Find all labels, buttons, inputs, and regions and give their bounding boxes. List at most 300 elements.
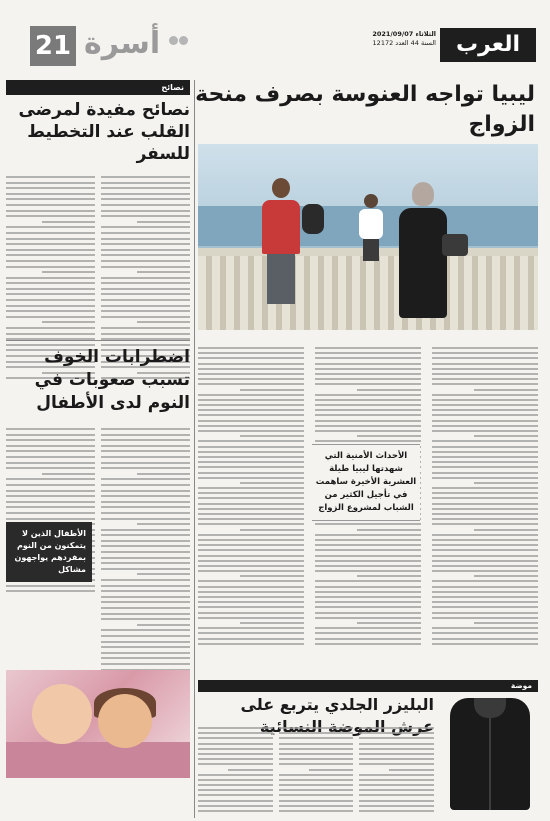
body-text-line — [432, 570, 538, 572]
body-text-line — [432, 404, 538, 406]
body-text-line — [42, 321, 95, 323]
body-text-line — [42, 271, 95, 273]
body-text-line — [198, 737, 273, 739]
body-text-line — [198, 601, 304, 603]
body-text-line — [6, 490, 95, 492]
body-text-line — [198, 497, 304, 499]
body-text-line — [6, 450, 95, 452]
body-text-line — [101, 540, 190, 542]
section-divider — [6, 340, 190, 341]
body-text-line — [315, 580, 421, 582]
body-text-line — [240, 575, 304, 577]
body-text-line — [137, 473, 190, 475]
issue-number: السنة 44 العدد 12172 — [372, 39, 436, 47]
fashion-body — [198, 722, 434, 815]
body-text-line — [198, 748, 273, 750]
body-text-line — [359, 789, 434, 791]
pull-quote: الأحداث الأمنية التي شهدتها ليبيا طيلة العشرية الأخيرة ساهمت في تأجيل الكثير من الشباب لمشروع الزواج — [312, 444, 420, 521]
body-text-line — [432, 632, 538, 634]
body-text-line — [101, 310, 190, 312]
body-text-line — [432, 446, 538, 448]
fashion-title: البليزر الجلدي يتربع على الموضة — [240, 695, 434, 736]
body-text-line — [137, 321, 190, 323]
body-text-line — [432, 534, 538, 536]
body-text-line — [101, 450, 190, 452]
body-text-line — [101, 579, 190, 581]
body-text-line — [101, 277, 190, 279]
body-text-line — [101, 439, 190, 441]
body-text-line — [359, 758, 434, 760]
body-text-line — [198, 523, 304, 525]
body-text-line — [101, 629, 190, 631]
body-text-line — [359, 727, 434, 729]
body-text-line — [432, 472, 538, 474]
body-text-line — [279, 748, 354, 750]
body-text-line — [315, 373, 421, 375]
body-text-line — [198, 518, 304, 520]
body-text-line — [6, 176, 95, 178]
body-text-line — [279, 753, 354, 755]
body-text-line — [432, 456, 538, 458]
body-text-line — [432, 352, 538, 354]
body-text-line — [137, 271, 190, 273]
body-text-line — [198, 555, 304, 557]
body-text-line — [315, 383, 421, 385]
body-text-line — [198, 638, 304, 640]
body-text-line — [101, 316, 190, 318]
body-text-line — [6, 210, 95, 212]
body-text-line — [6, 182, 95, 184]
body-text-line — [6, 478, 95, 480]
body-text-line — [101, 428, 190, 430]
body-text-line — [101, 305, 190, 307]
body-text-line — [432, 497, 538, 499]
body-text-line — [6, 193, 95, 195]
body-text-line — [198, 810, 273, 812]
body-text-line — [101, 288, 190, 290]
body-text-line — [101, 266, 190, 268]
body-text-line — [198, 352, 304, 354]
body-text-line — [6, 282, 95, 284]
body-text-line — [279, 800, 354, 802]
body-text-line — [315, 596, 421, 598]
body-text-line — [198, 794, 273, 796]
body-text-line — [359, 784, 434, 786]
body-text-line — [137, 221, 190, 223]
body-text-line — [101, 601, 190, 603]
body-text-line — [315, 414, 421, 416]
body-text-line — [228, 769, 273, 771]
body-text-line — [359, 763, 434, 765]
body-text-line — [474, 482, 538, 484]
body-text-line — [101, 529, 190, 531]
body-text-line — [198, 440, 304, 442]
body-text-line — [198, 409, 304, 411]
body-text-line — [198, 446, 304, 448]
body-text-line — [315, 586, 421, 588]
section-dots-icon — [166, 30, 188, 44]
body-text-line — [198, 743, 273, 745]
body-text-line — [101, 193, 190, 195]
body-text-line — [432, 357, 538, 359]
body-text-line — [359, 779, 434, 781]
body-text-line — [101, 282, 190, 284]
body-text-line — [6, 467, 95, 469]
body-text-line — [279, 810, 354, 812]
body-text-line — [6, 260, 95, 262]
body-text-line — [432, 451, 538, 453]
body-text-line — [101, 635, 190, 637]
body-text-line — [6, 495, 95, 497]
body-text-line — [432, 368, 538, 370]
body-text-line — [198, 456, 304, 458]
body-text-line — [474, 435, 538, 437]
body-text-line — [432, 560, 538, 562]
body-text-line — [432, 409, 538, 411]
body-text-line — [315, 606, 421, 608]
body-text-line — [315, 378, 421, 380]
body-text-line — [101, 434, 190, 436]
body-text-line — [101, 484, 190, 486]
body-text-line — [315, 549, 421, 551]
body-text-line — [198, 632, 304, 634]
body-text-line — [359, 753, 434, 755]
body-text-line — [198, 363, 304, 365]
body-text-line — [198, 508, 304, 510]
date-block — [372, 30, 436, 48]
body-text-line — [279, 727, 354, 729]
body-text-line — [432, 643, 538, 645]
body-text-line — [198, 394, 304, 396]
body-text-line — [198, 560, 304, 562]
body-text-line — [359, 774, 434, 776]
body-text-line — [101, 534, 190, 536]
body-text-line — [359, 794, 434, 796]
body-text-line — [315, 430, 421, 432]
body-text-line — [315, 409, 421, 411]
body-text-line — [432, 612, 538, 614]
body-text-line — [101, 333, 190, 335]
body-text-line — [315, 394, 421, 396]
body-text-line — [101, 585, 190, 587]
body-text-line — [198, 414, 304, 416]
body-text-line — [315, 404, 421, 406]
body-text-line — [432, 617, 538, 619]
body-text-line — [101, 445, 190, 447]
body-text-line — [432, 430, 538, 432]
body-text-line — [198, 612, 304, 614]
body-text-line — [198, 565, 304, 567]
body-text-line — [6, 428, 95, 430]
body-text-line — [101, 657, 190, 659]
body-text-line — [6, 299, 95, 301]
body-text-line — [101, 204, 190, 206]
body-text-line — [101, 646, 190, 648]
body-text-line — [357, 389, 421, 391]
body-text-line — [137, 523, 190, 525]
body-text-line — [357, 529, 421, 531]
body-text-line — [279, 763, 354, 765]
body-text-line — [315, 570, 421, 572]
body-text-line — [315, 555, 421, 557]
body-text-line — [198, 368, 304, 370]
body-text-line — [198, 549, 304, 551]
body-text-line — [240, 622, 304, 624]
body-text-line — [240, 389, 304, 391]
body-text-line — [101, 249, 190, 251]
body-text-line — [101, 495, 190, 497]
body-text-line — [6, 434, 95, 436]
body-text-line — [240, 529, 304, 531]
body-text-line — [279, 758, 354, 760]
body-text-line — [198, 617, 304, 619]
issue-date: الثلاثاء 2021/09/07 — [372, 30, 436, 38]
body-text-line — [432, 627, 538, 629]
body-text-line — [432, 466, 538, 468]
body-text-line — [315, 399, 421, 401]
sleep-article-title: اضطرابات الخوف تسبب صعوبات في النوم لدى الأطفال — [34, 347, 190, 413]
body-text-line — [6, 215, 95, 217]
body-text-line — [198, 513, 304, 515]
body-text-line — [279, 743, 354, 745]
body-text-line — [6, 288, 95, 290]
body-text-line — [315, 523, 421, 525]
body-column-right — [432, 342, 538, 648]
body-text-line — [101, 501, 190, 503]
body-text-line — [101, 467, 190, 469]
body-text-line — [432, 492, 538, 494]
body-text-line — [101, 562, 190, 564]
body-text-line — [357, 575, 421, 577]
body-text-line — [198, 627, 304, 629]
body-text-line — [198, 727, 273, 729]
body-text-line — [432, 513, 538, 515]
body-text-line — [315, 632, 421, 634]
body-text-line — [198, 732, 273, 734]
body-text-line — [198, 805, 273, 807]
body-text-line — [198, 753, 273, 755]
body-text-line — [101, 551, 190, 553]
body-text-line — [198, 779, 273, 781]
body-text-line — [198, 774, 273, 776]
body-text-line — [432, 394, 538, 396]
body-text-line — [432, 487, 538, 489]
body-text-line — [101, 299, 190, 301]
body-text-line — [198, 451, 304, 453]
body-text-line — [359, 732, 434, 734]
body-text-line — [101, 478, 190, 480]
body-text-line — [359, 748, 434, 750]
body-text-line — [240, 435, 304, 437]
body-text-line — [42, 473, 95, 475]
body-text-line — [6, 501, 95, 503]
body-text-line — [6, 512, 95, 514]
body-text-line — [198, 347, 304, 349]
body-text-line — [432, 523, 538, 525]
body-text-line — [198, 477, 304, 479]
body-text-line — [315, 368, 421, 370]
main-article-title: ليبيا تواجه العنوسة بصرف منحة الزواج — [195, 82, 535, 137]
column-divider — [194, 80, 195, 818]
body-text-line — [101, 243, 190, 245]
body-text-line — [101, 293, 190, 295]
body-text-line — [279, 789, 354, 791]
body-text-line — [279, 794, 354, 796]
body-text-line — [432, 508, 538, 510]
body-text-line — [432, 425, 538, 427]
sleep-pull-quote: الأطفال الذين لا يتمكنون من النوم بمفردهم يواجهون مشاكل — [6, 522, 92, 582]
body-text-line — [315, 643, 421, 645]
left-article-top — [6, 80, 190, 383]
body-text-line — [432, 586, 538, 588]
body-text-line — [101, 613, 190, 615]
body-text-line — [315, 617, 421, 619]
body-text-line — [6, 232, 95, 234]
body-text-line — [359, 805, 434, 807]
body-text-line — [101, 652, 190, 654]
family-photo — [198, 144, 538, 330]
body-text-line — [101, 254, 190, 256]
body-text-line — [315, 591, 421, 593]
body-text-line — [6, 226, 95, 228]
body-text-line — [198, 503, 304, 505]
body-text-line — [359, 800, 434, 802]
body-text-line — [432, 638, 538, 640]
body-text-line — [198, 758, 273, 760]
body-text-line — [101, 506, 190, 508]
fashion-tag: موضة — [198, 680, 538, 692]
body-text-line — [6, 204, 95, 206]
body-text-line — [6, 590, 95, 592]
body-text-line — [6, 462, 95, 464]
body-text-line — [198, 487, 304, 489]
body-text-line — [198, 378, 304, 380]
body-text-line — [198, 606, 304, 608]
body-text-line — [101, 215, 190, 217]
body-text-line — [315, 612, 421, 614]
body-text-line — [315, 363, 421, 365]
body-text-line — [359, 737, 434, 739]
body-text-line — [315, 560, 421, 562]
body-text-line — [6, 277, 95, 279]
body-text-line — [101, 198, 190, 200]
body-text-line — [198, 784, 273, 786]
body-text-line — [101, 518, 190, 520]
body-text-line — [432, 549, 538, 551]
body-text-line — [279, 805, 354, 807]
body-text-line — [101, 182, 190, 184]
body-text-line — [279, 779, 354, 781]
body-text-line — [474, 529, 538, 531]
body-text-line — [432, 440, 538, 442]
body-text-line — [137, 624, 190, 626]
body-text-line — [198, 466, 304, 468]
body-text-line — [42, 221, 95, 223]
body-text-line — [101, 210, 190, 212]
body-text-line — [315, 627, 421, 629]
body-text-line — [315, 425, 421, 427]
body-text-line — [198, 586, 304, 588]
body-text-line — [101, 663, 190, 665]
body-text-line — [432, 544, 538, 546]
body-text-line — [279, 732, 354, 734]
body-text-line — [315, 347, 421, 349]
body-text-line — [198, 596, 304, 598]
body-text-line — [432, 596, 538, 598]
body-text-line — [137, 573, 190, 575]
body-text-line — [6, 238, 95, 240]
body-text-line — [359, 743, 434, 745]
body-text-line — [279, 784, 354, 786]
body-text-line — [6, 243, 95, 245]
body-text-line — [6, 333, 95, 335]
body-text-line — [474, 622, 538, 624]
body-text-line — [101, 545, 190, 547]
body-text-line — [101, 557, 190, 559]
body-column-left — [198, 342, 304, 648]
body-text-line — [315, 638, 421, 640]
body-text-line — [315, 565, 421, 567]
body-text-line — [432, 591, 538, 593]
newspaper-logo: العرب — [440, 28, 536, 62]
body-text-line — [101, 232, 190, 234]
body-text-line — [432, 539, 538, 541]
body-text-line — [432, 399, 538, 401]
body-text-line — [432, 363, 538, 365]
body-text-line — [101, 462, 190, 464]
body-text-line — [198, 430, 304, 432]
body-text-line — [432, 414, 538, 416]
body-text-line — [198, 461, 304, 463]
body-text-line — [198, 643, 304, 645]
body-text-line — [198, 800, 273, 802]
masthead — [0, 0, 550, 72]
body-text-line — [101, 226, 190, 228]
body-text-line — [6, 484, 95, 486]
body-text-line — [315, 544, 421, 546]
body-text-line — [6, 198, 95, 200]
body-text-line — [309, 769, 354, 771]
body-text-line — [6, 305, 95, 307]
tips-tag: نصائح — [6, 80, 190, 95]
body-text-line — [315, 539, 421, 541]
body-text-line — [6, 585, 95, 587]
body-text-line — [198, 580, 304, 582]
body-text-line — [198, 425, 304, 427]
body-text-line — [357, 622, 421, 624]
body-text-line — [6, 506, 95, 508]
body-text-line — [474, 389, 538, 391]
body-text-line — [279, 774, 354, 776]
body-text-line — [432, 565, 538, 567]
body-text-line — [101, 187, 190, 189]
body-text-line — [6, 456, 95, 458]
body-text-line — [359, 810, 434, 812]
tips-title: نصائح مفيدة لمرضى القلب عند التخطيط للسفر — [18, 100, 190, 164]
body-text-line — [101, 238, 190, 240]
body-text-line — [6, 293, 95, 295]
body-text-line — [101, 260, 190, 262]
body-text-line — [198, 789, 273, 791]
body-text-line — [198, 591, 304, 593]
body-text-line — [101, 512, 190, 514]
body-text-line — [198, 420, 304, 422]
body-text-line — [101, 618, 190, 620]
body-text-line — [198, 492, 304, 494]
body-text-line — [198, 399, 304, 401]
body-text-line — [315, 357, 421, 359]
body-text-line — [6, 187, 95, 189]
